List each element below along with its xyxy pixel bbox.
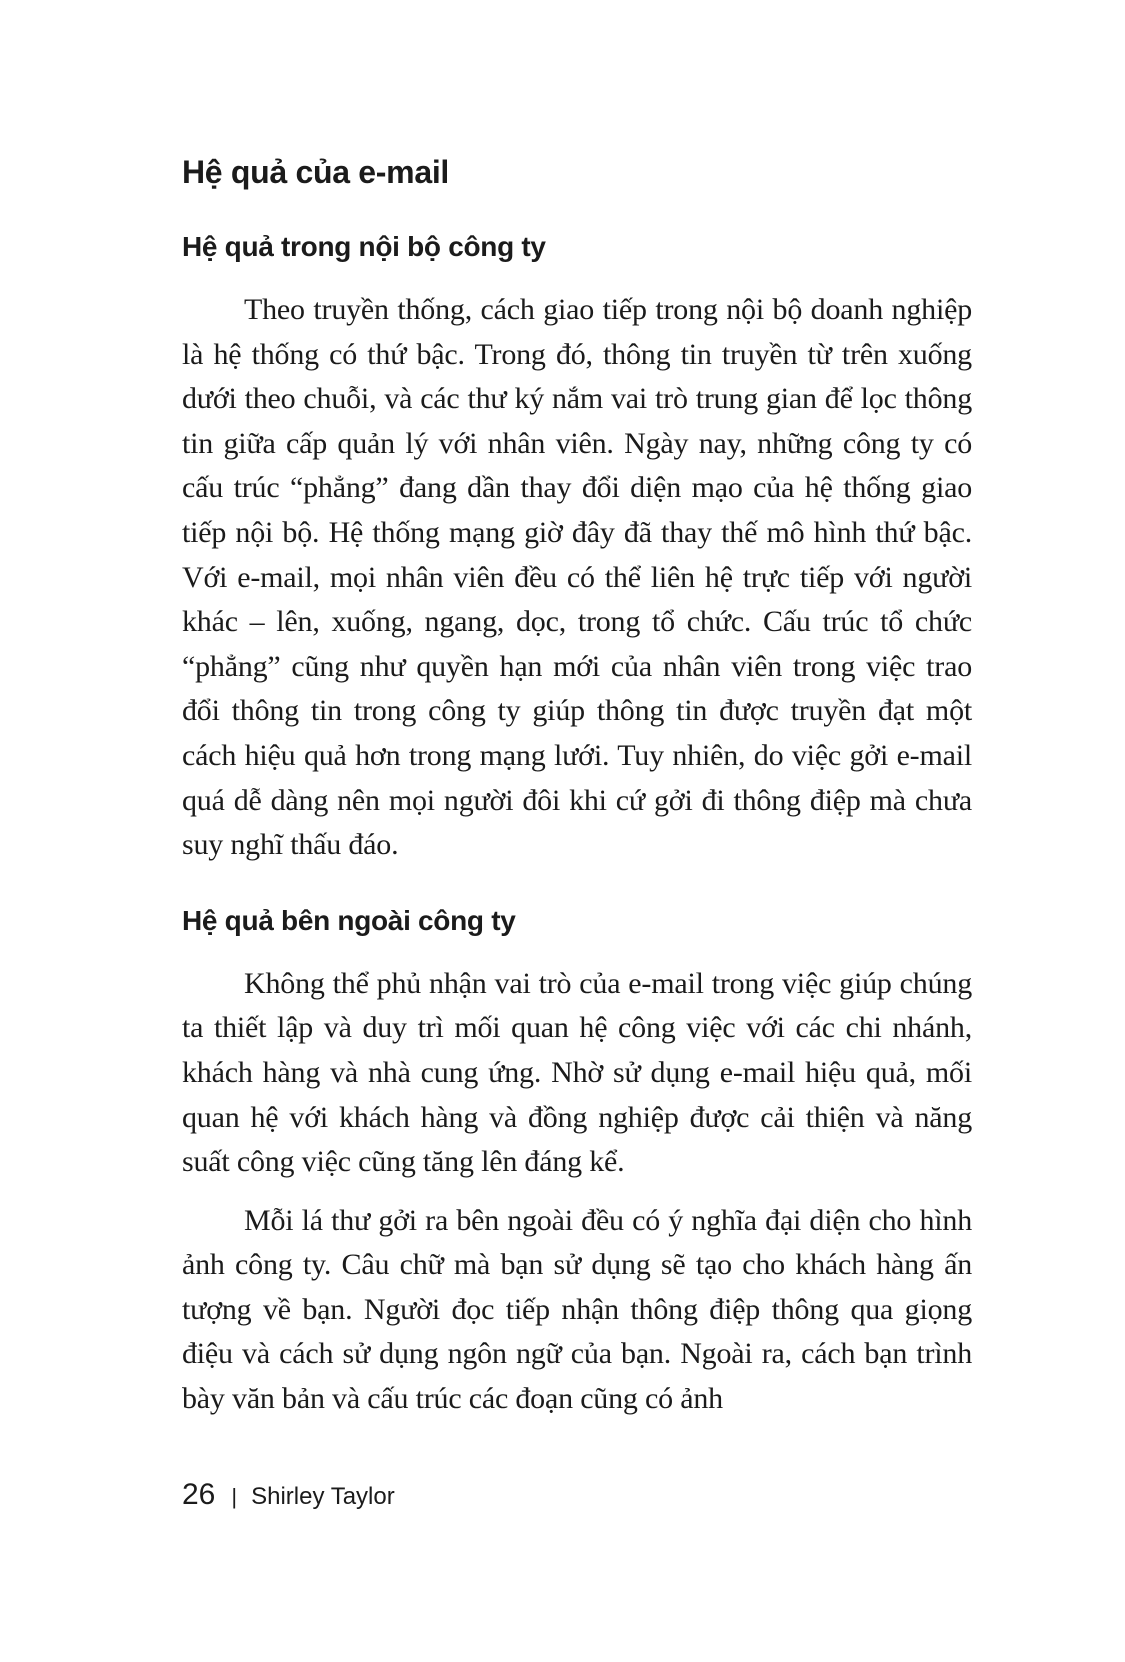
- section-heading-internal: Hệ quả trong nội bộ công ty: [182, 231, 546, 262]
- body-paragraph: Không thể phủ nhận vai trò của e-mail trong việc giúp chúng ta thiết lập và duy trì mối quan hệ công việc với các chi nhánh, khách hàng và nhà cung ứng. Nhờ sử dụng e-mail hiệu quả, mối quan hệ với khách hàng và đồng nghiệp được cải thiện và năng suất công việc cũng tăng lên đáng kể.: [182, 966, 972, 1179]
- body-paragraph: Mỗi lá thư gởi ra bên ngoài đều có ý nghĩa đại diện cho hình ảnh công ty. Câu chữ mà bạn sử dụng sẽ tạo cho khách hàng ấn tượng về bạn. Người đọc tiếp nhận thông điệp thông qua giọng điệu và cách sử dụng ngôn ngữ của bạn. Ngoài ra, cách bạn trình bày văn bản và cấu trúc các đoạn cũng có ảnh: [182, 1203, 972, 1416]
- section-heading-external: Hệ quả bên ngoài công ty: [182, 904, 516, 936]
- body-paragraph: Theo truyền thống, cách giao tiếp trong nội bộ doanh nghiệp là hệ thống có thứ bậc. Trong đó, thông tin truyền từ trên xuống dưới theo chuỗi, và các thư ký nắm vai trò trung gian để lọc thông tin giữa cấp quản lý với nhân viên. Ngày nay, những công ty có cấu trúc “phẳng” đang dần thay đổi diện mạo của hệ thống giao tiếp nội bộ. Hệ thống mạng giờ đây đã thay thế mô hình thứ bậc. Với e-mail, mọi nhân viên đều có thể liên hệ trực tiếp với người khác – lên, xuống, ngang, dọc, trong tổ chức. Cấu trúc tổ chức “phẳng” cũng như quyền hạn mới của nhân viên trong việc trao đổi thông tin trong công ty giúp thông tin được truyền đạt một cách hiệu quả hơn trong mạng lưới. Tuy nhiên, do việc gởi e-mail quá dễ dàng nên mọi người đôi khi cứ gởi đi thông điệp mà chưa suy nghĩ thấu đáo.: [182, 293, 972, 862]
- page-body: [182, 150, 972, 1422]
- page-number: 26: [182, 1478, 216, 1511]
- author-name: Shirley Taylor: [251, 1483, 395, 1510]
- footer-separator: |: [231, 1484, 238, 1509]
- page-footer: [182, 1478, 395, 1512]
- chapter-heading: Hệ quả của e-mail: [182, 154, 449, 190]
